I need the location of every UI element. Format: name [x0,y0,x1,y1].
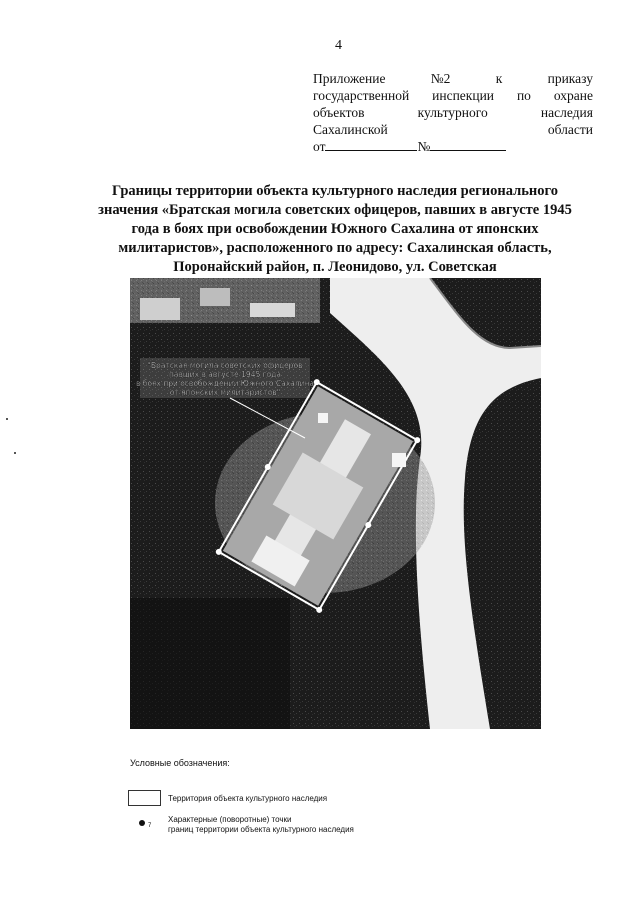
svg-text:"Братская могила советских офи: "Братская могила советских офицеров [147,361,303,370]
building [140,298,180,320]
legend-title: Условные обозначения: [130,758,230,768]
svg-text:в боях при освобождении Южного: в боях при освобождении Южного Сахалина [135,379,315,388]
appendix-line-3: объектов культурного наследия [313,105,593,120]
svg-text:павших в августе 1945 года: павших в августе 1945 года [169,370,281,379]
satellite-map [130,278,541,729]
legend-territory-swatch [128,790,161,806]
legend-point-icon [139,820,145,826]
building [250,303,295,317]
scan-speck [6,418,8,420]
scan-speck [14,452,16,454]
legend-points-label: Характерные (поворотные) точки границ территории объекта культурного наследия [168,815,354,834]
appendix-date-line: от № [313,138,593,155]
appendix-line-2: государственной инспекции по охране [313,88,593,103]
svg-text:от японских милитаристов": от японских милитаристов" [169,388,281,397]
legend-territory-label: Территория объекта культурного наследия [168,794,328,803]
vegetation [130,598,290,729]
appendix-header [313,70,593,155]
number-blank [430,138,506,151]
date-blank [325,138,417,151]
appendix-line-4: Сахалинской области [313,122,593,137]
page-number: 4 [335,38,342,53]
building [200,288,230,306]
structure [392,453,406,467]
document-title: Границы территории объекта культурного наследия регионального значения «Братская могила советских офицеров, павших в августе 1945 года в боях при освобождении Южного Сахалина от японских милитаристов», расположенного по адресу: Сахалинская область, Поронайский район, п. Леонидово, ул. Советская [98,183,572,275]
structure [318,413,328,423]
map-image [130,278,541,729]
legend-point-number: 7 [148,823,152,829]
appendix-line-1: Приложение №2 к приказу [313,71,593,86]
